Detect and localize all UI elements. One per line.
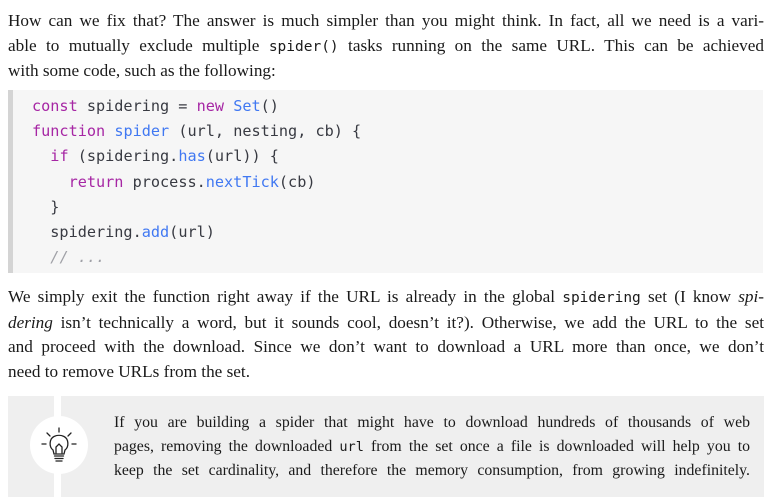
code-identifier: Set (233, 97, 261, 115)
code-identifier: add (141, 223, 170, 242)
tip-text (114, 411, 750, 483)
paragraph-line: How can we fix that? The answer is much simpler than you might think. In fact, all we need is a vari- (8, 11, 764, 30)
code-identifier: has (178, 147, 206, 166)
code-text (32, 248, 50, 266)
code-line (32, 144, 361, 169)
explanation-paragraph (8, 285, 764, 384)
code-text (224, 97, 233, 115)
code-comment: // ... (50, 248, 106, 267)
inline-code: spider() (268, 38, 339, 55)
emphasis-text: spi- (738, 287, 764, 306)
code-text: (spidering. (68, 147, 179, 166)
code-identifier: spider (114, 122, 170, 141)
tip-line: keep the set cardinality, and therefore the memory consumption, from growing indefinitely. (114, 462, 750, 479)
code-text: (url)) { (205, 147, 279, 166)
code-keyword: const (32, 97, 78, 115)
intro-paragraph (8, 9, 764, 84)
tip-line: If you are building a spider that might have to download hundreds of thousands of web (114, 414, 750, 431)
code-keyword: function (32, 122, 106, 141)
code-line (32, 245, 361, 270)
code-text (32, 147, 50, 165)
code-block (8, 90, 763, 273)
paragraph-line: dering isn’t technically a word, but it sounds cool, doesn’t it?). Otherwise, we add the URL to the set (8, 312, 764, 332)
code-line (32, 94, 361, 119)
code-line (32, 170, 361, 195)
code-text: (url) (169, 223, 215, 242)
code-line (32, 195, 361, 220)
code-keyword: new (196, 97, 225, 115)
code-text: (url, nesting, cb) { (169, 122, 362, 141)
code-text: spidering = (77, 97, 197, 115)
inline-code: spidering (562, 290, 641, 306)
inline-code: url (339, 439, 364, 455)
paragraph-line: and proceed with the download. Since we don’t want to download a URL more than once, we don’t (8, 337, 764, 356)
code-text: } (32, 197, 60, 216)
code-line (32, 220, 361, 245)
lightbulb-icon (30, 416, 88, 474)
code-keyword: if (50, 147, 69, 166)
code-text: () (260, 97, 279, 115)
code-identifier: nextTick (205, 172, 279, 191)
tip-line: pages, removing the downloaded url from the set once a file is downloaded will help you to (114, 438, 751, 455)
paragraph-line: need to remove URLs from the set. (8, 361, 250, 381)
paragraph-line: with some code, such as the following: (8, 61, 276, 80)
code-keyword: return (68, 172, 124, 191)
code-listing (32, 94, 361, 270)
code-text: spidering. (32, 223, 142, 242)
code-line (32, 119, 361, 144)
paragraph-line: able to mutually exclude multiple spider() tasks running on the same URL. This can be achieved (8, 35, 764, 55)
code-text: (cb) (278, 172, 316, 191)
emphasis-text: dering (8, 312, 53, 332)
code-text (32, 173, 69, 191)
paragraph-line: We simply exit the function right away if the URL is already in the global spidering set (I know spi- (8, 287, 764, 306)
tip-box (8, 396, 764, 497)
code-text (105, 122, 114, 140)
code-text: process. (123, 172, 206, 191)
